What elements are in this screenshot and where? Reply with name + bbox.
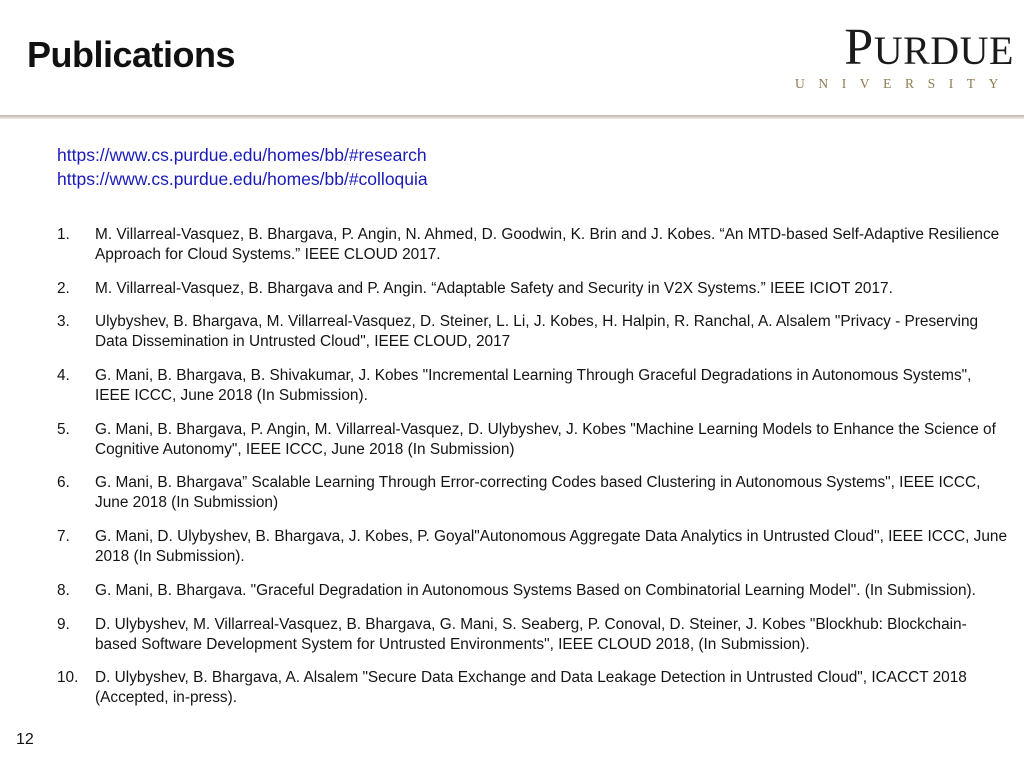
list-item-number: 9. [57,615,70,633]
list-item [57,615,1007,655]
list-item-number: 8. [57,581,70,599]
list-item-text: M. Villarreal-Vasquez, B. Bhargava, P. Angin, N. Ahmed, D. Goodwin, K. Brin and J. Kobes. “An MTD-based Self-Adaptive Resilience Approach for Cloud Systems.” IEEE CLOUD 2017. [95,226,1000,263]
slide-title: Publications [27,34,236,75]
list-item-text: G. Mani, D. Ulybyshev, B. Bhargava, J. Kobes, P. Goyal"Autonomous Aggregate Data Analytics in Untrusted Cloud", IEEE ICCC, June 2018 (In Submission). [95,528,1008,566]
list-item [57,279,1007,299]
list-item [57,527,1007,567]
colloquia-link[interactable]: https://www.cs.purdue.edu/homes/bb/#colloquia [57,169,428,189]
list-item-number: 7. [57,528,70,546]
list-item-number: 3. [57,313,70,331]
list-item [57,581,1007,601]
page-number: 12 [16,731,34,748]
list-item-text: D. Ulybyshev, M. Villarreal-Vasquez, B. Bhargava, G. Mani, S. Seaberg, P. Conoval, D. Steiner, J. Kobes "Blockhub: Blockchain-based Software Development System for Untrusted Environments", IEEE CLOUD 2018, (In Submission). [95,615,967,653]
list-item [57,312,1007,352]
publication-list [57,225,1007,722]
logo-wordmark [844,19,1014,76]
logo-subtitle: UNIVERSITY [795,76,1012,91]
list-item [57,420,1007,460]
list-item-text: G. Mani, B. Bhargava” Scalable Learning Through Error-correcting Codes based Clustering in Autonomous Systems", IEEE ICCC, June 2018 (In Submission) [95,474,981,512]
header-divider [0,115,1024,119]
logo-initial: P [844,19,874,76]
list-item [57,366,1007,406]
research-link[interactable]: https://www.cs.purdue.edu/homes/bb/#research [57,145,427,165]
list-item-number: 10. [57,669,79,687]
list-item-text: G. Mani, B. Bhargava. "Graceful Degradation in Autonomous Systems Based on Combinatorial Learning Model". (In Submission). [95,581,976,599]
list-item-text: D. Ulybyshev, B. Bhargava, A. Alsalem "Secure Data Exchange and Data Leakage Detection in Untrusted Cloud", ICACCT 2018 (Accepted, in-press). [95,669,967,707]
logo-name-rest: URDUE [873,28,1014,73]
list-item-text: G. Mani, B. Bhargava, P. Angin, M. Villarreal-Vasquez, D. Ulybyshev, J. Kobes "Machine Learning Models to Enhance the Science of Cognitive Autonomy", IEEE ICCC, June 2018 (In Submission) [95,420,996,458]
list-item-number: 4. [57,367,70,385]
list-item-number: 2. [57,279,70,297]
list-item-number: 5. [57,420,70,438]
list-item-number: 1. [57,226,70,243]
link-group [57,143,428,191]
list-item-text: M. Villarreal-Vasquez, B. Bhargava and P. Angin. “Adaptable Safety and Security in V2X Systems.” IEEE ICIOT 2017. [95,279,893,297]
list-item-number: 6. [57,474,70,492]
list-item-text: Ulybyshev, B. Bhargava, M. Villarreal-Vasquez, D. Steiner, L. Li, J. Kobes, H. Halpin, R. Ranchal, A. Alsalem "Privacy - Preserving Data Dissemination in Untrusted Cloud", IEEE CLOUD, 2017 [95,313,979,351]
list-item [57,668,1007,708]
list-item [57,225,1007,265]
purdue-university-logo [795,19,1014,94]
list-item-text: G. Mani, B. Bhargava, B. Shivakumar, J. Kobes "Incremental Learning Through Graceful Degradations in Autonomous Systems", IEEE ICCC, June 2018 (In Submission). [95,367,972,405]
list-item [57,473,1007,513]
